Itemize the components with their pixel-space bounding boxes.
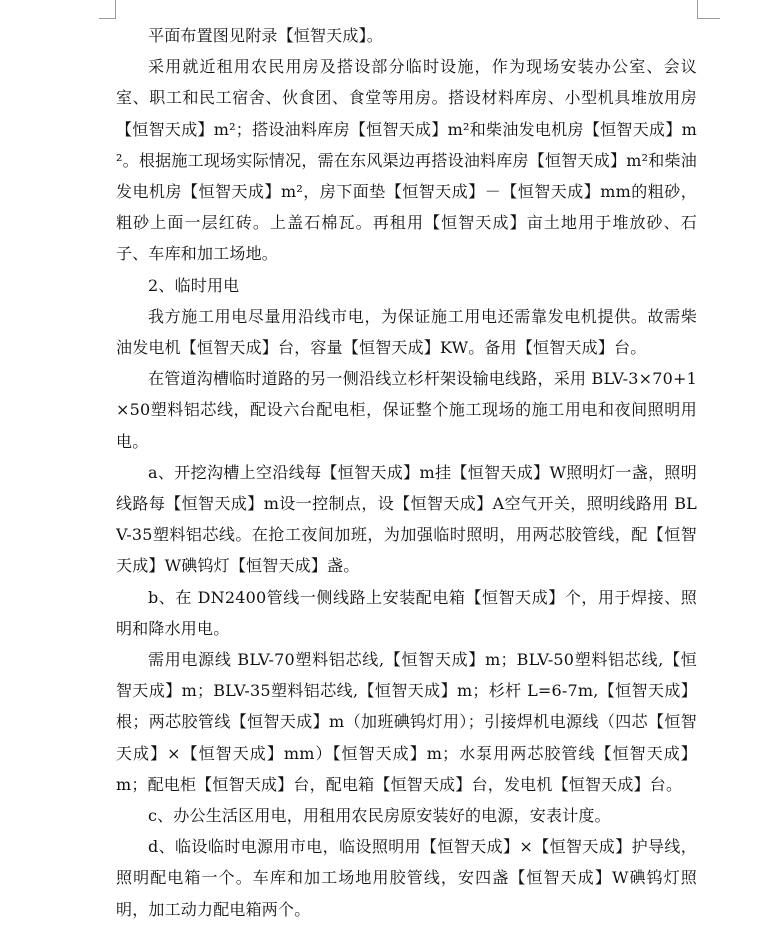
page-corner-mark-right (697, 0, 720, 19)
paragraph-cable-requirements: 需用电源线 BLV-70塑料铝芯线,【恒智天成】m；BLV-50塑料铝芯线,【恒智天成】m；BLV-35塑料铝芯线,【恒智天成】m；杉杆 L=6-7m,【恒智天成】根；两芯胶管线【恒智天成】m（加班碘钨灯用）；引接焊机电源线（四芯【恒智天成】×【恒智天成】mm）【恒智天成】m；水泵用两芯胶管线【恒智天成】m；配电柜【恒智天成】台，配电箱【恒智天成】台，发电机【恒智天成】台。 (116, 650, 697, 794)
paragraph-power-source: 我方施工用电尽量用沿线市电，为保证施工用电还需靠发电机提供。故需柴油发电机【恒智天成】台，容量【恒智天成】KW。备用【恒智天成】台。 (116, 306, 697, 358)
section-heading-temporary-power: 2、临时用电 (148, 275, 240, 295)
paragraph-item-c-office-power: c、办公生活区用电，用租用农民房原安装好的电源，安表计度。 (148, 806, 611, 826)
paragraph-item-b-distribution: b、在 DN2400管线一侧线路上安装配电箱【恒智天成】个，用于焊接、照明和降水用电。 (116, 587, 697, 638)
document-body (116, 20, 697, 925)
paragraph-item-d-temporary-power: d、临设临时电源用市电，临设照明用【恒智天成】×【恒智天成】护导线，照明配电箱一个。车库和加工场地用胶管线，安四盏【恒智天成】W碘钨灯照明，加工动力配电箱两个。 (116, 837, 697, 919)
paragraph-temporary-facilities: 采用就近租用农民用房及搭设部分临时设施，作为现场安装办公室、会议室、职工和民工宿舍、伙食团、食堂等用房。搭设材料库房、小型机具堆放用房【恒智天成】m²；搭设油料库房【恒智天成】m²和柴油发电机房【恒智天成】m²。根据施工现场实际情况，需在东风渠边再搭设油料库房【恒智天成】m²和柴油发电机房【恒智天成】m²，房下面垫【恒智天成】－【恒智天成】mm的粗砂，粗砂上面一层红砖。上盖石棉瓦。再租用【恒智天成】亩土地用于堆放砂、石子、车库和加工场地。 (116, 57, 697, 264)
page-corner-mark-left (99, 0, 116, 19)
paragraph-layout-appendix: 平面布置图见附录【恒智天成】。 (148, 26, 384, 45)
paragraph-power-lines: 在管道沟槽临时道路的另一侧沿线立杉杆架设输电线路，采用 BLV-3×70+1×50塑料铝芯线，配设六台配电柜，保证整个施工现场的施工用电和夜间照明用电。 (116, 369, 697, 451)
paragraph-item-a-lighting: a、开挖沟槽上空沿线每【恒智天成】m挂【恒智天成】W照明灯一盏，照明线路每【恒智天成】m设一控制点，设【恒智天成】A空气开关，照明线路用 BLV-35塑料铝芯线。在抢工夜间加班，为加强临时照明，用两芯胶管线，配【恒智天成】W碘钨灯【恒智天成】盏。 (116, 462, 697, 576)
